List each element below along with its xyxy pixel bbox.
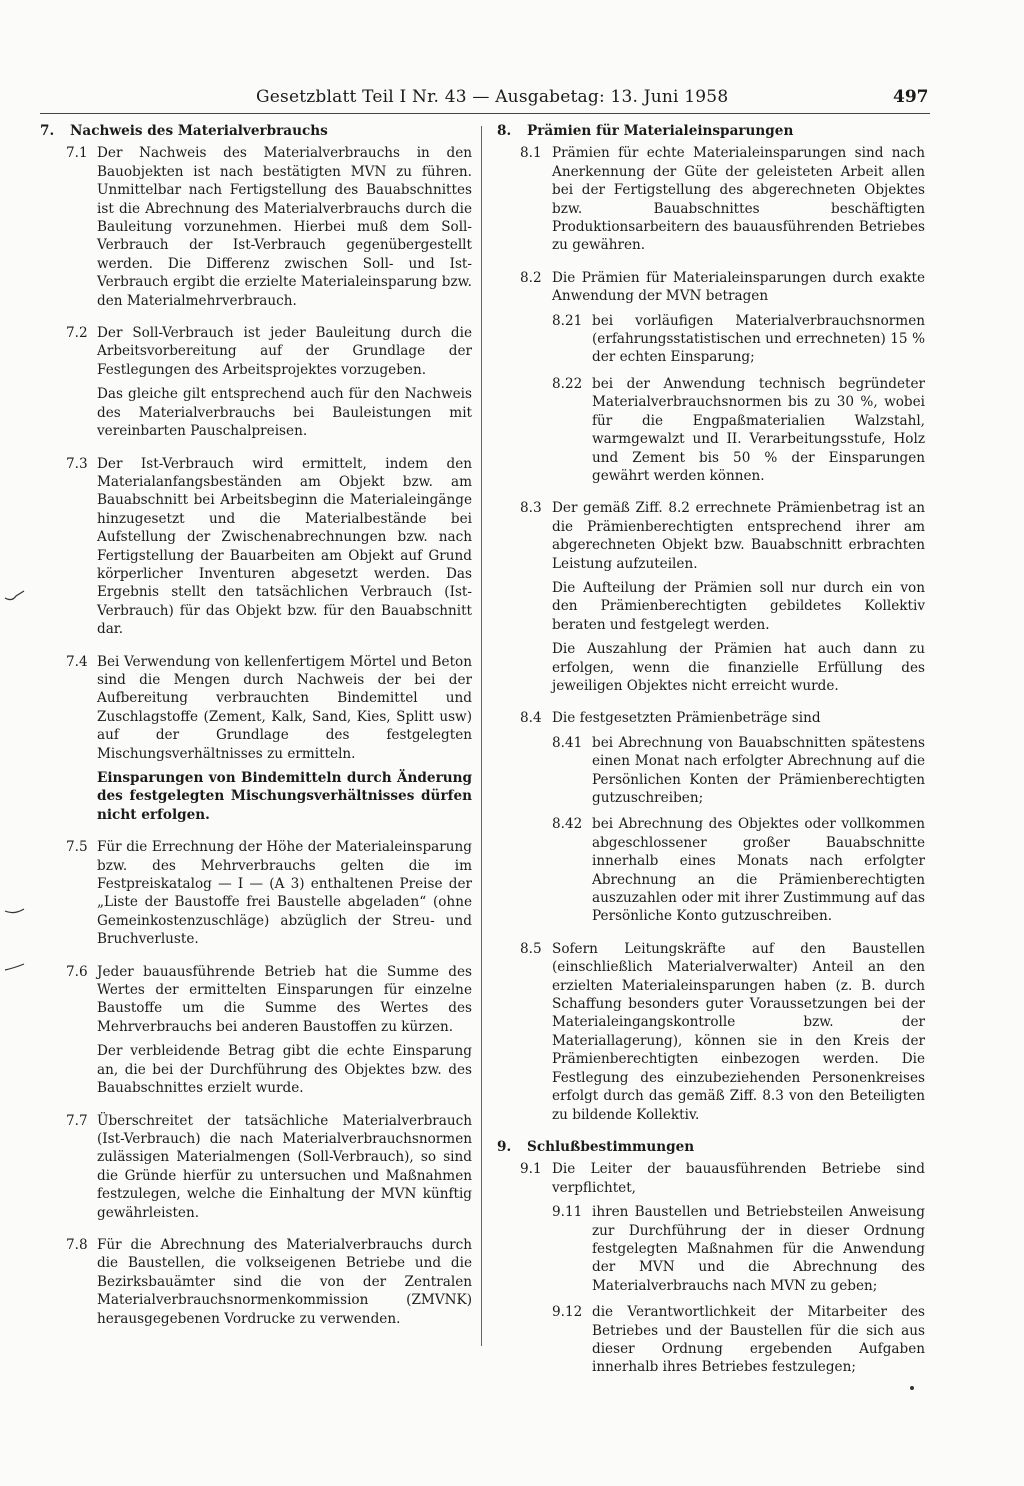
- clause-number: 8.42: [552, 816, 583, 833]
- section-heading: [497, 1138, 925, 1156]
- clause-number: 8.41: [552, 734, 583, 751]
- margin-check-mark: [4, 590, 26, 602]
- clause-7-6: [40, 963, 472, 1098]
- clause-7-5: [40, 838, 472, 948]
- clause-paragraph: Die Auszahlung der Prämien hat auch dann zu erfolgen, wenn die finanzielle Erfüllung des jeweiligen Objektes nicht erreicht wurde.: [552, 641, 925, 694]
- clause-number: 7.2: [66, 325, 88, 342]
- clause-number: 7.1: [66, 145, 88, 162]
- clause-number: 8.1: [520, 145, 542, 162]
- section-heading: [40, 122, 472, 140]
- clause-8-5: [497, 940, 925, 1124]
- clause-number: 8.21: [552, 312, 583, 329]
- left-column: [40, 122, 472, 1342]
- clause-number: 7.7: [66, 1112, 88, 1129]
- clause-7-1: [40, 144, 472, 310]
- clause-9-12: [497, 1303, 925, 1377]
- margin-check-mark: [4, 905, 26, 917]
- section-number: 9.: [497, 1138, 512, 1155]
- section-number: 7.: [40, 123, 55, 139]
- clause-8-42: [497, 815, 925, 925]
- clause-number: 7.3: [66, 455, 88, 472]
- sub-clause-list: [497, 1203, 925, 1377]
- clause-7-7: [40, 1112, 472, 1222]
- clause-paragraph: Die festgesetzten Prämienbeträge sind: [552, 710, 821, 727]
- clause-paragraph: Der Nachweis des Materialverbrauchs in den Bauobjekten ist nach bestätigten MVN zu führen. Unmittelbar nach Fertigstellung des Bauabschnittes ist die Abrechnung des Materialverbrauchs durch die Bauleitung vorzunehmen. Hierbei muß dem Soll-Verbrauch der Ist-Verbrauch gegenübergestellt werden. Die Differenz zwischen Soll- und Ist-Verbrauch ergibt die erzielte Materialeinsparung bzw. den Materialmehrverbrauch.: [97, 145, 472, 309]
- clause-9-1: [497, 1160, 925, 1376]
- clause-paragraph: Die Aufteilung der Prämien soll nur durch ein von den Prämienberechtigten gebildetes Kollektiv beraten und festgelegt werden.: [552, 579, 925, 633]
- clause-8-1: [497, 144, 925, 254]
- clause-8-22: [497, 375, 925, 485]
- clause-number: 9.11: [552, 1204, 583, 1221]
- clause-8-4: [497, 709, 925, 925]
- clause-paragraph: Für die Abrechnung des Materialverbrauchs durch die Baustellen, die volkseigenen Betriebe und die Bezirksbauämter sind die von der Zentralen Materialverbrauchsnormenkommission (ZMVNK) herausgegebenen Vordrucke zu verwenden.: [97, 1236, 472, 1327]
- section-heading: [497, 122, 925, 140]
- clause-paragraph: bei der Anwendung technisch begründeter Materialverbrauchsnormen bis zu 30 %, wobei für die Engpaßmaterialien Walzstahl, warmgewalzt und II. Verarbeitungsstufe, Holz und Zement bis 50 % der Einsparungen gewährt werden können.: [592, 375, 925, 484]
- clause-paragraph: Der verbleidende Betrag gibt die echte Einsparung an, die bei der Durchführung des Objektes bzw. des Bauabschnittes erzielt wurde.: [97, 1043, 472, 1097]
- clause-number: 7.8: [66, 1236, 88, 1253]
- clause-7-3: [40, 455, 472, 639]
- clause-paragraph: Die Leiter der bauausführenden Betriebe sind verpflichtet,: [552, 1161, 925, 1196]
- clause-paragraph: Sofern Leitungskräfte auf den Baustellen (einschließlich Materialverwalter) Anteil an den erzielten Materialeinsparungen haben (z. B. durch Schaffung besonders guter Voraussetzungen bei der Materialeingangskontrolle bzw. der Materiallagerung), können sie in den Kreis der Prämienberechtigten einbezogen werden. Die Festlegung des einzubeziehenden Personenkreises erfolgt durch das gemäß Ziff. 8.3 von den Beteiligten zu bildende Kollektiv.: [552, 940, 925, 1123]
- clause-number: 7.4: [66, 653, 88, 670]
- clause-paragraph: die Verantwortlichkeit der Mitarbeiter des Betriebes und der Baustellen für die sich aus dieser Ordnung ergebenden Aufgaben innerhalb ihres Betriebes festzulegen;: [592, 1304, 925, 1376]
- clause-number: 8.3: [520, 500, 542, 517]
- clause-paragraph: Der Ist-Verbrauch wird ermittelt, indem den Materialanfangsbeständen am Objekt bzw. am Bauabschnitt bei Arbeitsbeginn die Materialeingänge hinzugesetzt und die Materialbestände bei Aufstellung der Zwischenabrechnungen bzw. nach Fertigstellung der Bauarbeiten am Objekt auf Grund körperlicher Inventuren abgesetzt werden. Das Ergebnis stellt den tatsächlichen Verbrauch (Ist-Verbrauch) für das Objekt bzw. für den Bauabschnitt dar.: [97, 455, 472, 638]
- clause-paragraph: bei vorläufigen Materialverbrauchsnormen (erfahrungsstatistischen und errechneten) 15 % der echten Einsparung;: [592, 312, 925, 366]
- clause-paragraph: bei Abrechnung von Bauabschnitten spätestens einen Monat nach erfolgter Abrechnung auf die Persönlichen Konten der Prämienberechtigten gutzuschreiben;: [592, 734, 925, 806]
- clause-paragraph: Bei Verwendung von kellenfertigem Mörtel und Beton sind die Mengen durch Nachweis der bei der Aufbereitung verbrauchten Bindemittel und Zuschlagstoffe (Zement, Kalk, Sand, Kies, Splitt usw) auf der Grundlage des festgelegten Mischungsverhältnisses zu ermitteln.: [97, 653, 472, 762]
- right-column: [497, 122, 925, 1391]
- clause-paragraph: ihren Baustellen und Betriebsteilen Anweisung zur Durchführung der in dieser Ordnung festgelegten Maßnahmen für die Anwendung der MVN und die Abrechnung des Materialverbrauchs nach MVN zu geben;: [592, 1204, 925, 1294]
- section-title: Prämien für Materialeinsparungen: [527, 123, 794, 139]
- clause-number: 7.6: [66, 963, 88, 980]
- clause-paragraph: Der gemäß Ziff. 8.2 errechnete Prämienbetrag ist an die Prämienberechtigten entsprechend ihrer am abgerechneten Objekt bzw. Bauabschnitt erbrachten Leistung aufzuteilen.: [552, 500, 925, 572]
- header-rule: [40, 113, 930, 114]
- sub-clause-list: [497, 312, 925, 486]
- clause-7-4: [40, 653, 472, 825]
- clause-7-8: [40, 1236, 472, 1328]
- clause-number: 8.4: [520, 710, 542, 727]
- clause-number: 9.1: [520, 1161, 542, 1178]
- column-divider: [481, 126, 482, 1346]
- clause-paragraph: Jeder bauausführende Betrieb hat die Summe des Wertes der ermittelten Einsparungen für einzelne Baustoffe um die Summe des Wertes des Mehrverbrauchs bei anderen Baustoffen zu kürzen.: [97, 963, 472, 1035]
- clause-paragraph: bei Abrechnung des Objektes oder vollkommen abgeschlossener großer Bauabschnitte innerhalb eines Monats nach erfolgter Abrechnung an die Prämienberechtigten auszuzahlen oder mit ihrer Zustimmung auf das Persönliche Konto gutzuschreiben.: [592, 816, 925, 925]
- clause-number: 8.5: [520, 940, 542, 957]
- clause-paragraph: Das gleiche gilt entsprechend auch für den Nachweis des Materialverbrauchs bei Bauleistungen mit vereinbarten Pauschalpreisen.: [97, 386, 472, 440]
- section-number: 8.: [497, 123, 512, 139]
- clause-7-2: [40, 324, 472, 440]
- clause-paragraph: Prämien für echte Materialeinsparungen sind nach Anerkennung der Güte der geleisteten Arbeit allen bei der Fertigstellung des abgerechneten Objektes bzw. Bauabschnittes beschäftigten Produktionsarbeitern des bauausführenden Betriebes zu gewähren.: [552, 145, 925, 254]
- clause-number: 9.12: [552, 1304, 583, 1321]
- header-title: Gesetzblatt Teil I Nr. 43 — Ausgabetag: 13. Juni 1958: [256, 87, 729, 107]
- margin-check-mark: [4, 962, 26, 974]
- sub-clause-list: [497, 734, 925, 926]
- section-title: Nachweis des Materialverbrauchs: [70, 123, 328, 139]
- section-title: Schlußbestimmungen: [527, 1138, 695, 1155]
- clause-number: 7.5: [66, 839, 88, 856]
- clause-number: 8.2: [520, 269, 542, 286]
- clause-paragraph: Für die Errechnung der Höhe der Materialeinsparung bzw. des Mehrverbrauchs gelten die im Festpreiskatalog — I — (A 3) enthaltenen Preise der „Liste der Baustoffe frei Baustelle abgeladen“ (ohne Gemeinkostenzuschläge) abzüglich der Streu- und Bruchverluste.: [97, 839, 472, 948]
- page-number: 497: [893, 87, 929, 107]
- clause-paragraph: Der Soll-Verbrauch ist jeder Bauleitung durch die Arbeitsvorbereitung auf der Grundlage der Festlegungen des Arbeitsprojektes vorzugeben.: [97, 325, 472, 378]
- clause-number: 8.22: [552, 375, 583, 392]
- clause-8-21: [497, 312, 925, 367]
- clause-paragraph: Überschreitet der tatsächliche Materialverbrauch (Ist-Verbrauch) die nach Materialverbrauchsnormen zulässigen Materialmengen (Soll-Verbrauch), so sind die Gründe hierfür zu untersuchen und Maßnahmen festzulegen, welche die Einhaltung der MVN künftig gewährleisten.: [97, 1112, 472, 1221]
- clause-8-2: [497, 269, 925, 485]
- clause-8-41: [497, 734, 925, 808]
- clause-paragraph: Die Prämien für Materialeinsparungen durch exakte Anwendung der MVN betragen: [552, 269, 925, 305]
- clause-8-3: [497, 499, 925, 695]
- clause-9-11: [497, 1203, 925, 1295]
- clause-bold-paragraph: Einsparungen von Bindemitteln durch Änderung des festgelegten Mischungsverhältnisses dürfen nicht erfolgen.: [97, 770, 472, 823]
